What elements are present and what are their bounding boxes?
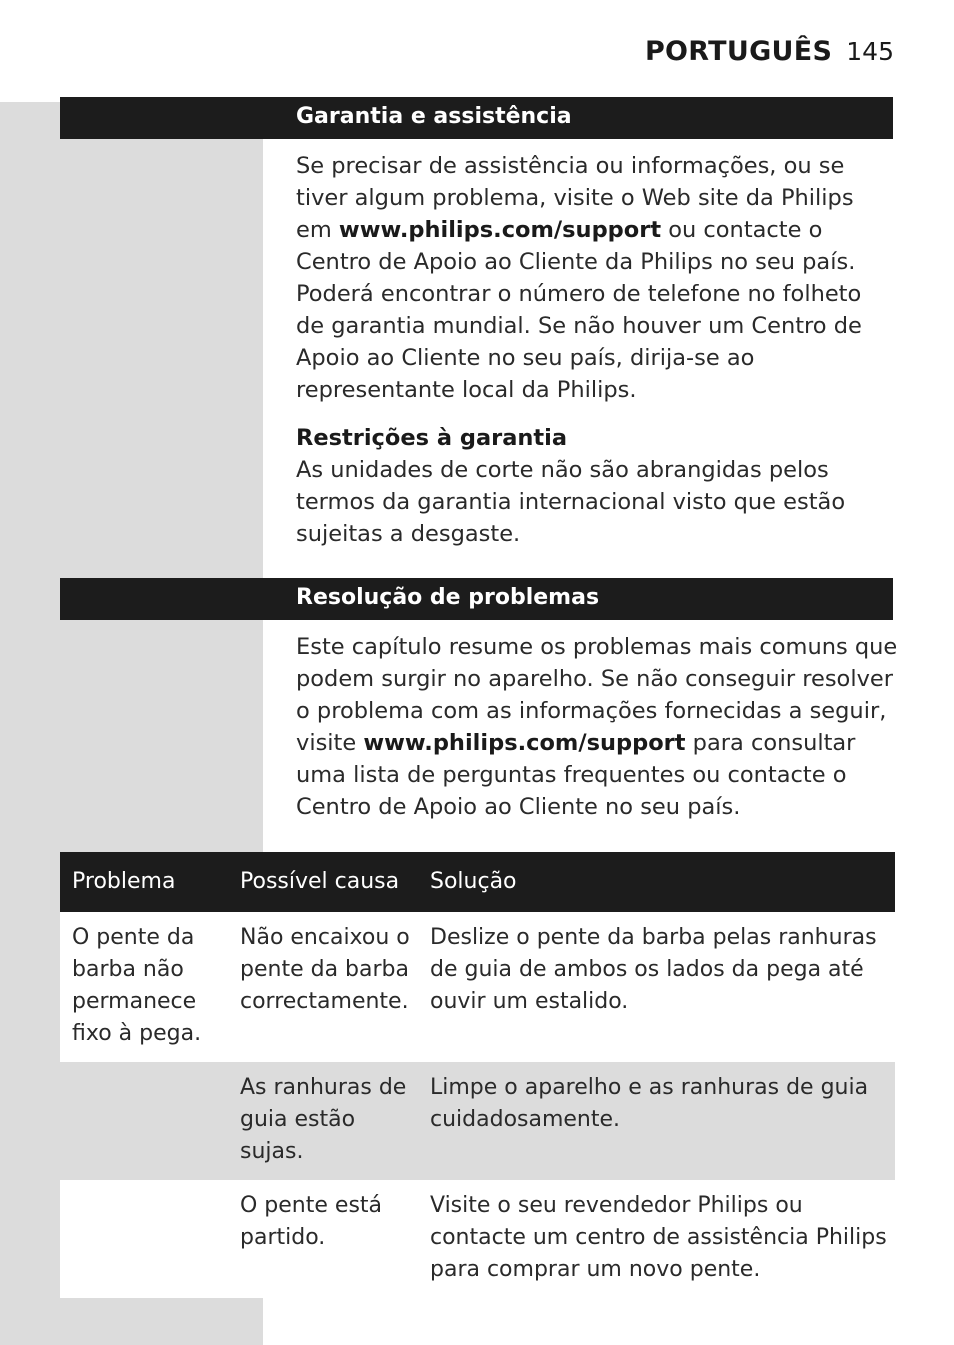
- cell-solution: Limpe o aparelho e as ranhuras de guia cuidadosamente.: [418, 1062, 895, 1180]
- table-header-row: [60, 852, 895, 912]
- section-title-troubleshooting: Resolução de problemas: [296, 585, 600, 610]
- page-header: [645, 36, 894, 67]
- intro-text-end: para consultar uma lista de perguntas frequentes ou contacte o Centro de Apoio ao Cliente no seu país.: [296, 730, 856, 820]
- language-title: PORTUGUÊS: [644, 36, 833, 67]
- troubleshooting-intro: [296, 631, 908, 823]
- cell-cause: O pente está partido.: [228, 1180, 418, 1298]
- support-link[interactable]: www.philips.com/support: [338, 217, 662, 243]
- header-problem: Problema: [60, 852, 228, 912]
- cell-cause: Não encaixou o pente da barba correctamente.: [228, 912, 418, 1062]
- cell-problem: O pente da barba não permanece fixo à pega.: [60, 912, 228, 1062]
- section-header-troubleshooting: [60, 578, 893, 620]
- section-header-warranty: [60, 97, 893, 139]
- cell-problem: [60, 1180, 228, 1298]
- section-title-warranty: Garantia e assistência: [296, 104, 572, 129]
- restrictions-title: Restrições à garantia: [296, 425, 568, 451]
- page-number: 145: [846, 37, 894, 66]
- cell-solution: Visite o seu revendedor Philips ou contacte um centro de assistência Philips para comprar um novo pente.: [418, 1180, 895, 1298]
- header-solution: Solução: [418, 852, 895, 912]
- cell-cause: As ranhuras de guia estão sujas.: [228, 1062, 418, 1180]
- restrictions-block: [296, 422, 896, 550]
- support-link[interactable]: www.philips.com/support: [363, 730, 686, 756]
- restrictions-text: As unidades de corte não são abrangidas pelos termos da garantia internacional visto que estão sujeitas a desgaste.: [296, 457, 846, 547]
- warranty-paragraph: [296, 150, 896, 406]
- table-row: [60, 1062, 895, 1180]
- table-row: [60, 912, 895, 1062]
- intro-text-start: Este capítulo resume os problemas mais comuns que podem surgir no aparelho. Se não conseguir resolver o problema com as informações fornecidas a seguir, visite: [296, 634, 898, 756]
- warranty-text-end: ou contacte o Centro de Apoio ao Cliente da Philips no seu país. Poderá encontrar o número de telefone no folheto de garantia mundial. Se não houver um Centro de Apoio ao Cliente no seu país, dirija-se ao representante local da Philips.: [296, 217, 862, 403]
- troubleshooting-table: [60, 852, 895, 1298]
- table-row: [60, 1180, 895, 1298]
- cell-solution: Deslize o pente da barba pelas ranhuras de guia de ambos os lados da pega até ouvir um estalido.: [418, 912, 895, 1062]
- warranty-text-start: Se precisar de assistência ou informações, ou se tiver algum problema, visite o Web site da Philips em: [296, 153, 854, 243]
- header-cause: Possível causa: [228, 852, 418, 912]
- cell-problem: [60, 1062, 228, 1180]
